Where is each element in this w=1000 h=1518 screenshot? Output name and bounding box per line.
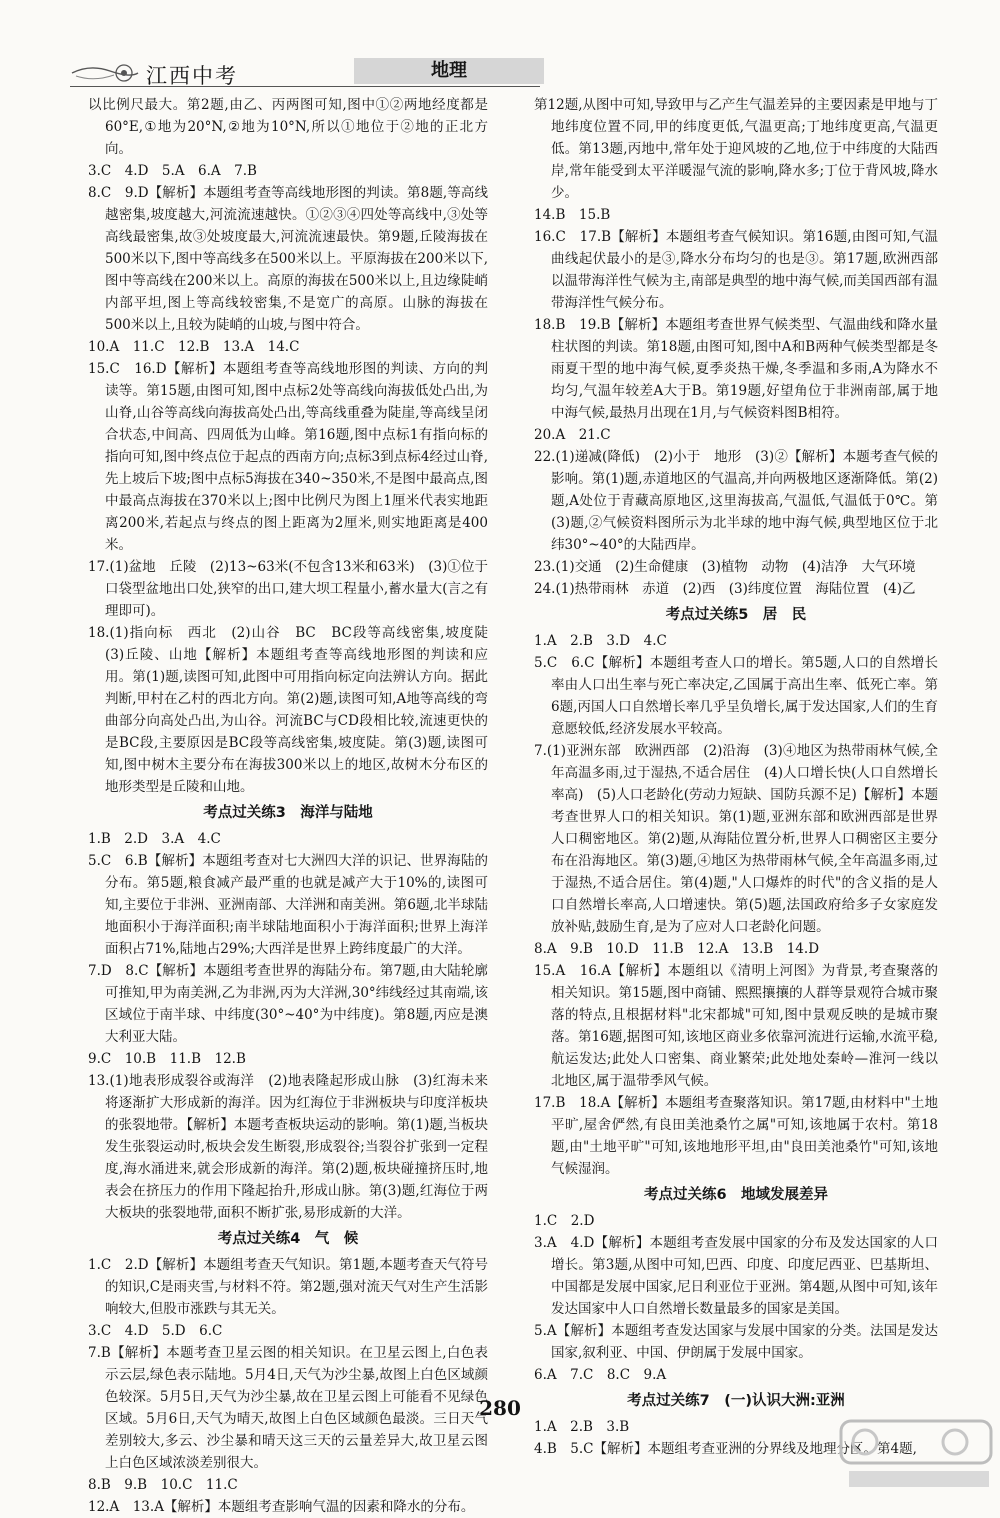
left-answer-paragraph: 以比例尺最大。第2题,由乙、丙两图可知,图中①②两地经度都是60°E,①地为20°N,②地为10°N,所以①地位于②地的正北方向。	[88, 97, 488, 157]
left-answer-paragraph: 1.C 2.D【解析】本题组考查天气知识。第1题,本题考查天气符号的知识,C是雨夹雪,与材料不符。第2题,强对流天气对生产生活影响较大,但股市涨跌与其无关。	[88, 1257, 488, 1317]
right-answer-paragraph: 23.(1)交通 (2)生命健康 (3)植物 动物 (4)洁净 大气环境	[534, 559, 916, 575]
right-answer-paragraph: 7.(1)亚洲东部 欧洲西部 (2)沿海 (3)④地区为热带雨林气候,全年高温多雨,过于湿热,不适合居住 (4)人口增长快(人口自然增长率高) (5)人口老龄化(劳动力短缺、国防兵源不足)【解析】本题考查世界人口的相关知识。第(1)题,亚洲东部和欧洲西部是世界人口稠密地区。第(2)题,从海陆位置分析,世界人口稠密区主要分布在沿海地区。第(3)题,④地区为热带雨林气候,全年高温多雨,过于湿热,不适合居住。第(4)题,"人口爆炸的时代"的含义指的是人口自然增长率高,人口增速快。第(5)题,法国政府给多子女家庭发放补贴,鼓励生育,是为了应对人口老龄化问题。	[534, 743, 938, 935]
left-section-heading: 考点过关练4 气 候	[217, 1231, 359, 1247]
right-section-heading: 考点过关练5 居 民	[665, 607, 807, 623]
right-answer-paragraph: 第12题,从图中可知,导致甲与乙产生气温差异的主要因素是甲地与丁地纬度位置不同,甲的纬度更低,气温更高;丁地纬度更高,气温更低。第13题,丙地中,常年处于迎风坡的乙地,位于中纬度的大陆西岸,常年能受到太平洋暖湿气流的影响,降水多;丁位于背风坡,降水少。	[534, 97, 938, 201]
left-answer-paragraph: 13.(1)地表形成裂谷或海洋 (2)地表隆起形成山脉 (3)红海未来将逐渐扩大形成新的海洋。因为红海位于非洲板块与印度洋板块的张裂地带。【解析】本题考查板块运动的影响。第(1)题,当板块发生张裂运动时,板块会发生断裂,形成裂谷;当裂谷扩张到一定程度,海水涌进来,就会形成新的海洋。第(2)题,板块碰撞挤压时,地表会在挤压力的作用下隆起抬升,形成山脉。第(3)题,红海位于两大板块的张裂地带,面积不断扩张,易形成新的大洋。	[88, 1073, 488, 1221]
right-answer-paragraph: 24.(1)热带雨林 赤道 (2)西 (3)纬度位置 海陆位置 (4)乙	[534, 581, 916, 597]
right-answer-paragraph: 6.A 7.C 8.C 9.A	[534, 1367, 667, 1383]
header-rule	[70, 86, 540, 87]
left-answer-paragraph: 7.B【解析】本题考查卫星云图的相关知识。在卫星云图上,白色表示云层,绿色表示陆地。5月4日,天气为沙尘暴,故图上白色区域颜色较深。5月5日,天气为沙尘暴,故在卫星云图上可能看不见绿色区域。5月6日,天气为晴天,故图上白色区域颜色最淡。三日天气差别较大,多云、沙尘暴和晴天这三天的云量差异大,故卫星云图上白色区域浓淡差别很大。	[88, 1345, 488, 1471]
left-answer-paragraph: 18.(1)指向标 西北 (2)山谷 BC BC段等高线密集,坡度陡 (3)丘陵、山地【解析】本题组考查等高线地形图的判读和应用。第(1)题,读图可知,此图中可用指向标定向法辨认方向。据此判断,甲村在乙村的西北方向。第(2)题,读图可知,A地等高线的弯曲部分向高处凸出,为山谷。河流BC与CD段相比较,流速更快的是BC段,主要原因是BC段等高线密集,坡度陡。第(3)题,读图可知,图中树木主要分布在海拔300米以上的地区,故树木分布区的地形类型是丘陵和山地。	[88, 625, 502, 795]
left-section-heading: 考点过关练3 海洋与陆地	[203, 805, 373, 821]
right-answer-paragraph: 5.A【解析】本题组考查发达国家与发展中国家的分类。法国是发达国家,叙利亚、中国、伊朗属于发展中国家。	[534, 1323, 938, 1361]
right-section-heading: 考点过关练6 地域发展差异	[643, 1187, 829, 1203]
right-answer-paragraph: 8.A 9.B 10.D 11.B 12.A 13.B 14.D	[534, 941, 820, 957]
left-answer-paragraph: 3.C 4.D 5.D 6.C	[88, 1323, 223, 1339]
right-answer-paragraph: 18.B 19.B【解析】本题组考查世界气候类型、气温曲线和降水量柱状图的判读。第18题,由图可知,图中A和B两种气候类型都是冬雨夏干型的地中海气候,夏季炎热干燥,冬季温和多雨,A为降水不均匀,气温年较差A大于B。第19题,好望角位于非洲南部,属于地中海气候,最热月出现在1月,与气候资料图B相符。	[534, 317, 938, 421]
right-section-heading: 考点过关练7 (一)认识大洲:亚洲	[627, 1393, 845, 1409]
logo-swirl-icon	[70, 60, 140, 86]
subject-label: 地理	[354, 58, 544, 84]
page-number: 280	[479, 1396, 521, 1420]
right-answer-paragraph: 3.A 4.D【解析】本题组考查发展中国家的分布及发达国家的人口增长。第3题,从图中可知,巴西、印度、印度尼西亚、巴基斯坦、中国都是发展中国家,尼日利亚位于亚洲。第4题,从图中可知,该年发达国家中人口自然增长数量最多的国家是美国。	[534, 1235, 938, 1317]
right-answer-paragraph: 22.(1)递减(降低) (2)小于 地形 (3)②【解析】本题考查气候的影响。第(1)题,赤道地区的气温高,并向两极地区逐渐降低。第(2)题,A处位于青藏高原地区,这里海拔高,气温低,气温低于0℃。第(3)题,②气候资料图所示为北半球的地中海气候,典型地区位于北纬30°~40°的大陆西岸。	[534, 449, 938, 553]
left-answer-paragraph: 12.A 13.A【解析】本题组考查影响气温的因素和降水的分布。	[88, 1499, 475, 1515]
left-answer-paragraph: 5.C 6.B【解析】本题组考查对七大洲四大洋的识记、世界海陆的分布。第5题,粮食减产最严重的也就是减产大于10%的,读图可知,主要位于非洲、亚洲南部、大洋洲和南美洲。第6题,北半球陆地面积小于海洋面积;南半球陆地面积小于海洋面积;世界上海洋面积占71%,陆地占29%;大西洋是世界上跨纬度最广的大洋。	[88, 853, 488, 957]
watermark-logo-icon	[835, 1415, 1000, 1493]
left-answer-paragraph: 9.C 10.B 11.B 12.B	[88, 1051, 246, 1067]
right-answer-paragraph: 16.C 17.B【解析】本题组考查气候知识。第16题,由图可知,气温曲线起伏最小的是③,降水分布均匀的也是③。第17题,欧洲西部以温带海洋性气候为主,南部是典型的地中海气候,而美国西部有温带海洋性气候分布。	[534, 229, 938, 311]
right-answer-paragraph: 17.B 18.A【解析】本题组考查聚落知识。第17题,由材料中"土地平旷,屋舍俨然,有良田美池桑竹之属"可知,该地属于农村。第18题,由"土地平旷"可知,该地地形平坦,由"良田美池桑竹"可知,该地气候湿润。	[534, 1095, 938, 1177]
left-answer-paragraph: 17.(1)盆地 丘陵 (2)13~63米(不包含13米和63米) (3)①位于口袋型盆地出口处,狭窄的出口,建大坝工程量小,蓄水量大(言之有理即可)。	[88, 559, 488, 619]
left-answer-paragraph: 8.C 9.D【解析】本题组考查等高线地形图的判读。第8题,等高线越密集,坡度越大,河流流速越快。①②③④四处等高线中,③处等高线最密集,故③处坡度最大,河流流速最快。第9题,丘陵海拔在500米以下,图中等高线多在500米以上。平原海拔在200米以下,图中等高线在200米以上。高原的海拔在500米以上,且边缘陡峭内部平坦,图上等高线较密集,不是宽广的高原。山脉的海拔在500米以上,且较为陡峭的山坡,与图中符合。	[88, 185, 488, 333]
left-answer-paragraph: 3.C 4.D 5.A 6.A 7.B	[88, 163, 257, 179]
left-answer-paragraph: 10.A 11.C 12.B 13.A 14.C	[88, 339, 300, 355]
right-answer-paragraph: 5.C 6.C【解析】本题组考查人口的增长。第5题,人口的自然增长率由人口出生率与死亡率决定,乙国属于高出生率、低死亡率。第6题,丙国人口自然增长率几乎呈负增长,属于发达国家,人们的生育意愿较低,经济发展水平较高。	[534, 655, 938, 737]
right-answer-paragraph: 1.A 2.B 3.D 4.C	[534, 633, 667, 649]
right-column	[534, 94, 938, 1460]
right-answer-paragraph: 20.A 21.C	[534, 427, 611, 443]
right-answer-paragraph: 4.B 5.C【解析】本题组考查亚洲的分界线及地理分区。第4题,	[534, 1441, 917, 1457]
left-answer-paragraph: 15.C 16.D【解析】本题组考查等高线地形图的判读、方向的判读等。第15题,由图可知,图中点标2处等高线向海拔低处凸出,为山脊,山谷等高线向海拔高处凸出,等高线重叠为陡崖,等高线呈闭合状态,中间高、四周低为山峰。第16题,图中点标1有指向标的指向可知,图中终点位于起点的西南方向;点标3到点标4经过山脊,先上坡后下坡;图中点标5海拔在340~350米,不是图中最高点,图中最高点海拔在370米以上;图中比例尺为图上1厘米代表实地距离200米,若起点与终点的图上距离为2厘米,则实地距离是400米。	[88, 361, 488, 553]
book-title: 江西中考	[146, 64, 238, 88]
left-answer-paragraph: 7.D 8.C【解析】本题组考查世界的海陆分布。第7题,由大陆轮廓可推知,甲为南美洲,乙为非洲,丙为大洋洲,30°纬线经过其南端,该区域位于南半球、中纬度(30°~40°为中纬度)。第8题,丙应是澳大利亚大陆。	[88, 963, 488, 1045]
page-header	[70, 58, 510, 88]
left-answer-paragraph: 8.B 9.B 10.C 11.C	[88, 1477, 238, 1493]
right-answer-paragraph: 15.A 16.A【解析】本题组以《清明上河图》为背景,考查聚落的相关知识。第15题,图中商铺、熙熙攘攘的人群等景观符合城市聚落的特点,且根据材料"北宋都城"可知,图中景观反映的是城市聚落。第16题,据图可知,该地区商业多依靠河流进行运输,水流平稳,航运发达;此处人口密集、商业繁荣;此处地处秦岭—淮河一线以北地区,属于温带季风气候。	[534, 963, 938, 1089]
right-answer-paragraph: 1.A 2.B 3.B	[534, 1419, 630, 1435]
right-answer-paragraph: 14.B 15.B	[534, 207, 611, 223]
right-answer-paragraph: 1.C 2.D	[534, 1213, 595, 1229]
left-answer-paragraph: 1.B 2.D 3.A 4.C	[88, 831, 221, 847]
